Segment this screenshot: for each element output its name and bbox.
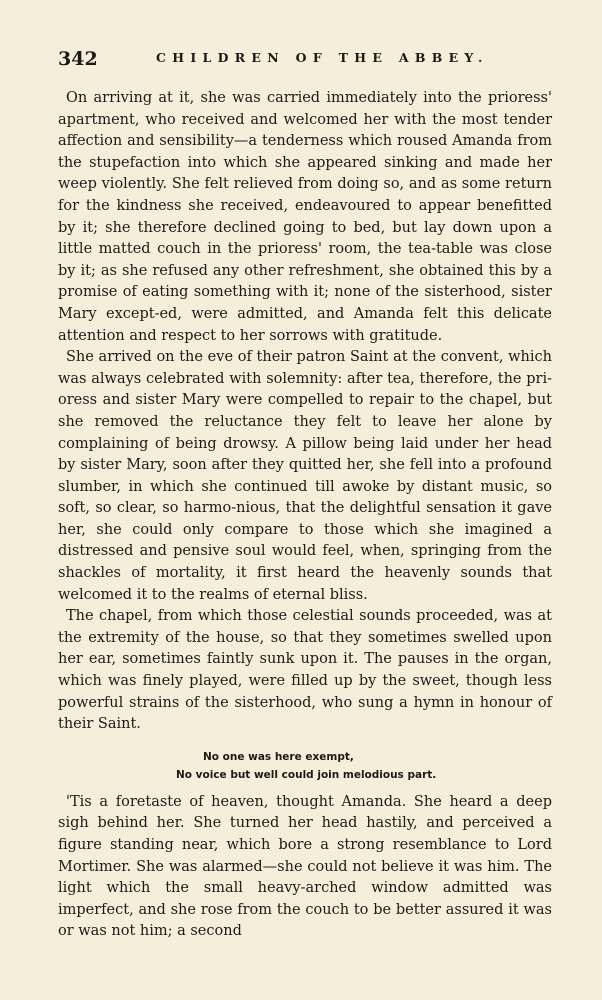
paragraph-3: The chapel, from which those celestial sounds proceeded, was at the extremity of the house, so that they sometimes swelled upon her ear, sometimes faintly sunk upon it. The pauses in the organ, which was finely played, were filled up by the sweet, though less powerful strains of the sisterhood, who sung a hymn in honour of their Saint. (58, 608, 552, 733)
verse-line-1: No one was here exempt, (203, 750, 354, 763)
running-title: CHILDREN OF THE ABBEY. (156, 50, 489, 65)
verse-quote (58, 748, 552, 784)
page-number: 342 (58, 48, 98, 70)
body-text (58, 88, 552, 943)
paragraph-4: 'Tis a foretaste of heaven, thought Amanda. She heard a deep sigh behind her. She turned her head hastily, and perceived a figure standing near, which bore a strong resemblance to Lord Mortimer. She was alarmed—she could not believe it was him. The light which the small heavy-arched window admitted was imperfect, and she rose from the couch to be better assured it was or was not him; a second (58, 793, 552, 940)
paragraph-1: On arriving at it, she was carried immediately into the prioress' apartment, who received and welcomed her with the most tender affection and sensibility—a tenderness which roused Amanda from the stupefaction into which she appeared sinking and made her weep violently. She felt relieved from doing so, and as some return for the kindness she received, endeavoured to appear benefitted by it; she therefore declined going to bed, but lay down upon a little matted couch in the prioress' room, the tea-table was close by it; as she refused any other refreshment, she obtained this by a promise of eating something with it; none of the sisterhood, sister Mary except-ed, were admitted, and Amanda felt this delicate attention and respect to her sorrows with gratitude. (58, 90, 552, 344)
paragraph-2: She arrived on the eve of their patron Saint at the convent, which was always celebrated with solemnity: after tea, therefore, the pri-oress and sister Mary were compelled to repair to the chapel, but she removed the reluctance they felt to leave her alone by complaining of being drowsy. A pillow being laid under her head by sister Mary, soon after they quitted her, she fell into a profound slumber, in which she continued till awoke by distant music, so soft, so clear, so harmo-nious, that the delightful sensation it gave her, she could only compare to those which she imagined a distressed and pensive soul would feel, when, springing from the shackles of mortality, it first heard the heavenly sounds that welcomed it to the realms of eternal bliss. (58, 349, 552, 603)
verse-line-2: No voice but well could join melodious part. (176, 768, 437, 781)
page-header (58, 48, 554, 70)
